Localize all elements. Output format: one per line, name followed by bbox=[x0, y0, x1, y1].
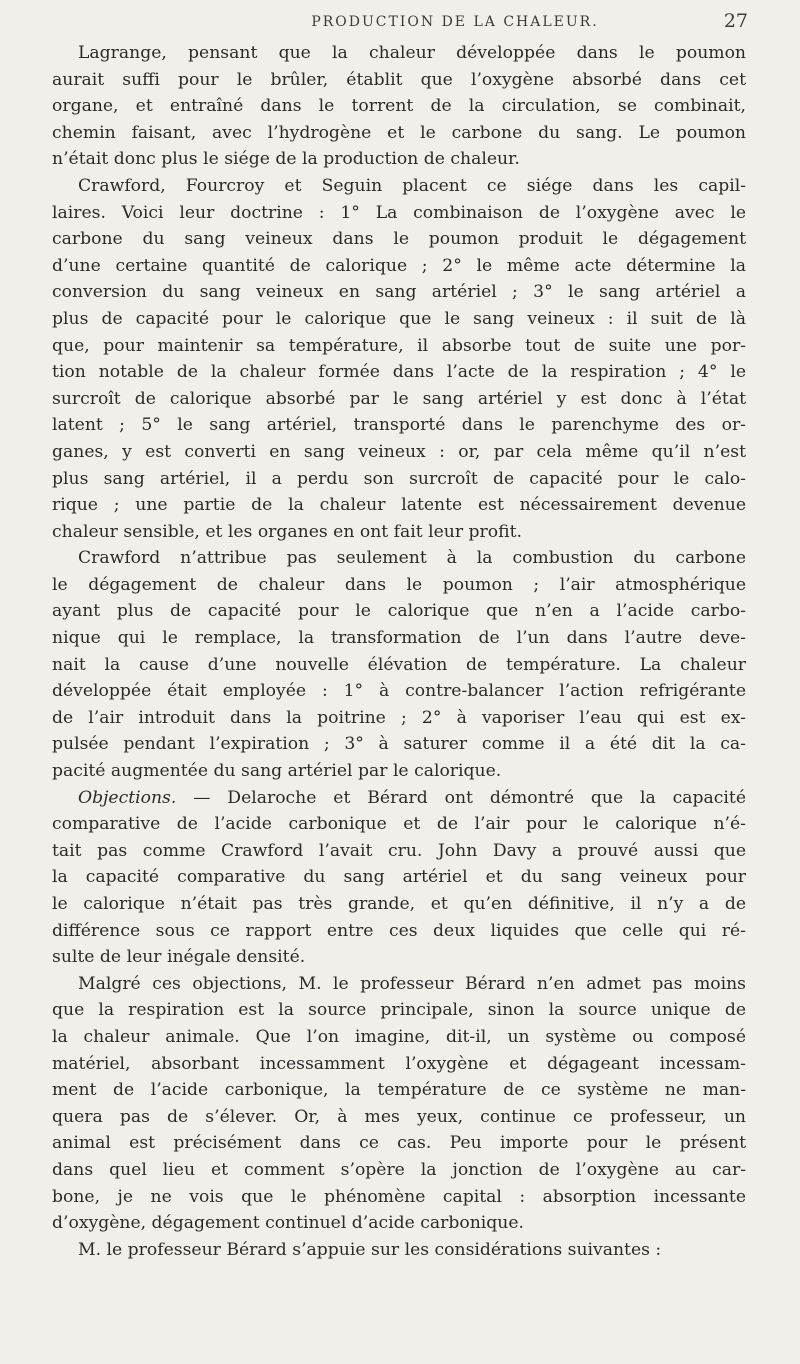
line-text: le calorique n’était pas très grande, et qu’en définitive, il n’y a de bbox=[52, 894, 746, 914]
line-text: la capacité comparative du sang artériel et du sang veineux pour bbox=[52, 867, 746, 888]
line-text: nique qui le remplace, la transformation de l’un dans l’autre deve- bbox=[52, 628, 746, 649]
line-text: sulte de leur inégale densité. bbox=[52, 947, 306, 968]
line-text: nait la cause d’une nouvelle élévation de température. La chaleur bbox=[52, 654, 746, 675]
line-text: Crawford n’attribue pas seulement à la combustion du carbone bbox=[78, 548, 746, 569]
text-line bbox=[52, 120, 746, 147]
text-line bbox=[52, 226, 746, 253]
text-line bbox=[52, 359, 746, 386]
text-line bbox=[52, 864, 746, 891]
text-line bbox=[52, 40, 746, 67]
line-text: d’une certaine quantité de calorique ; 2° le même acte détermine la bbox=[52, 255, 746, 276]
text-line bbox=[52, 731, 746, 758]
line-text: tion notable de la chaleur formée dans l’acte de la respiration ; 4° le bbox=[52, 362, 746, 383]
line-text: ayant plus de capacité pour le calorique que n’en a l’acide carbo- bbox=[52, 601, 746, 622]
text-line bbox=[52, 200, 746, 227]
text-line bbox=[52, 572, 746, 599]
line-text: développée était employée : 1° à contre-balancer l’action refrigérante bbox=[52, 681, 746, 702]
line-text: quera pas de s’élever. Or, à mes yeux, continue ce professeur, un bbox=[52, 1106, 746, 1127]
line-text: ment de l’acide carbonique, la température de ce système ne man- bbox=[52, 1080, 746, 1101]
line-text: que, pour maintenir sa température, il absorbe tout de suite une por- bbox=[52, 335, 746, 356]
text-line bbox=[52, 705, 746, 732]
line-text: aurait suffi pour le brûler, établit que l’oxygène absorbé dans cet bbox=[52, 69, 746, 90]
line-text: conversion du sang veineux en sang artériel ; 3° le sang artériel a bbox=[52, 282, 746, 303]
text-line bbox=[52, 519, 746, 546]
line-text: plus sang artériel, il a perdu son surcroît de capacité pour le calo- bbox=[52, 468, 746, 489]
line-text: d’oxygène, dégagement continuel d’acide carbonique. bbox=[52, 1213, 524, 1234]
line-text: — Delaroche et Bérard ont démontré que la capacité bbox=[176, 787, 746, 808]
text-line bbox=[52, 1051, 746, 1078]
line-text: bone, je ne vois que le phénomène capital : absorption incessante bbox=[52, 1186, 746, 1207]
line-text: chemin faisant, avec l’hydrogène et le carbone du sang. Le poumon bbox=[52, 122, 746, 143]
text-line bbox=[52, 1077, 746, 1104]
line-text: ganes, y est converti en sang veineux : or, par cela même qu’il n’est bbox=[52, 441, 746, 462]
text-line bbox=[52, 67, 746, 94]
text-line bbox=[52, 146, 746, 173]
text-line bbox=[52, 1130, 746, 1157]
text-line bbox=[52, 1104, 746, 1131]
text-line bbox=[52, 439, 746, 466]
text-line bbox=[52, 545, 746, 572]
text-line bbox=[52, 1210, 746, 1237]
text-line bbox=[52, 466, 746, 493]
line-text: Lagrange, pensant que la chaleur développée dans le poumon bbox=[78, 43, 746, 63]
text-line bbox=[52, 333, 746, 360]
text-line bbox=[52, 918, 746, 945]
text-line bbox=[52, 758, 746, 785]
line-text: latent ; 5° le sang artériel, transporté dans le parenchyme des or- bbox=[52, 415, 746, 436]
line-text: Crawford, Fourcroy et Seguin placent ce siége dans les capil- bbox=[78, 175, 746, 196]
line-text: n’était donc plus le siége de la production de chaleur. bbox=[52, 149, 520, 170]
line-text: plus de capacité pour le calorique que le sang veineux : il suit de là bbox=[52, 308, 746, 329]
line-text: animal est précisément dans ce cas. Peu importe pour le présent bbox=[52, 1133, 746, 1154]
text-line bbox=[52, 492, 746, 519]
line-text: organe, et entraîné dans le torrent de la circulation, se combinait, bbox=[52, 96, 746, 117]
text-line bbox=[52, 253, 746, 280]
line-text: chaleur sensible, et les organes en ont fait leur profit. bbox=[52, 521, 522, 542]
text-line bbox=[52, 971, 746, 998]
body-text bbox=[52, 40, 746, 1263]
line-text: rique ; une partie de la chaleur latente est nécessairement devenue bbox=[52, 495, 746, 516]
line-text: différence sous ce rapport entre ces deux liquides que celle qui ré- bbox=[52, 920, 746, 941]
line-text: laires. Voici leur doctrine : 1° La combinaison de l’oxygène avec le bbox=[52, 202, 746, 223]
line-text: Malgré ces objections, M. le professeur Bérard n’en admet pas moins bbox=[78, 973, 746, 994]
line-text: tait pas comme Crawford l’avait cru. John Davy a prouvé aussi que bbox=[52, 840, 746, 861]
text-line bbox=[52, 306, 746, 333]
line-text: la chaleur animale. Que l’on imagine, dit-il, un système ou composé bbox=[52, 1026, 746, 1047]
text-line bbox=[52, 279, 746, 306]
text-line bbox=[52, 785, 746, 812]
text-line bbox=[52, 412, 746, 439]
text-line bbox=[52, 598, 746, 625]
text-line bbox=[52, 891, 746, 918]
text-line bbox=[52, 811, 746, 838]
line-text: le dégagement de chaleur dans le poumon ; l’air atmosphérique bbox=[52, 574, 746, 595]
line-text: pulsée pendant l’expiration ; 3° à saturer comme il a été dit la ca- bbox=[52, 734, 746, 755]
text-line bbox=[52, 1184, 746, 1211]
line-text: pacité augmentée du sang artériel par le calorique. bbox=[52, 761, 502, 782]
text-line bbox=[52, 173, 746, 200]
line-text: matériel, absorbant incessamment l’oxygène et dégageant incessam- bbox=[52, 1053, 746, 1074]
italic-lead: Objections. bbox=[78, 787, 177, 808]
line-text: dans quel lieu et comment s’opère la jonction de l’oxygène au car- bbox=[52, 1159, 746, 1180]
text-line bbox=[52, 1237, 746, 1264]
text-line bbox=[52, 678, 746, 705]
text-line bbox=[52, 93, 746, 120]
text-line bbox=[52, 386, 746, 413]
text-line bbox=[52, 944, 746, 971]
page-number: 27 bbox=[723, 10, 748, 32]
line-text: surcroît de calorique absorbé par le sang artériel y est donc à l’état bbox=[52, 388, 746, 409]
text-line bbox=[52, 625, 746, 652]
running-title: PRODUCTION DE LA CHALEUR. bbox=[311, 14, 599, 30]
line-text: de l’air introduit dans la poitrine ; 2° à vaporiser l’eau qui est ex- bbox=[52, 707, 746, 728]
text-line bbox=[52, 1157, 746, 1184]
line-text: que la respiration est la source principale, sinon la source unique de bbox=[52, 1000, 746, 1021]
line-text: carbone du sang veineux dans le poumon produit le dégagement bbox=[52, 229, 746, 250]
text-line bbox=[52, 652, 746, 679]
text-line bbox=[52, 997, 746, 1024]
line-text: M. le professeur Bérard s’appuie sur les considérations suivantes : bbox=[78, 1239, 662, 1260]
line-text: comparative de l’acide carbonique et de l’air pour le calorique n’é- bbox=[52, 814, 746, 835]
text-line bbox=[52, 1024, 746, 1051]
text-line bbox=[52, 838, 746, 865]
